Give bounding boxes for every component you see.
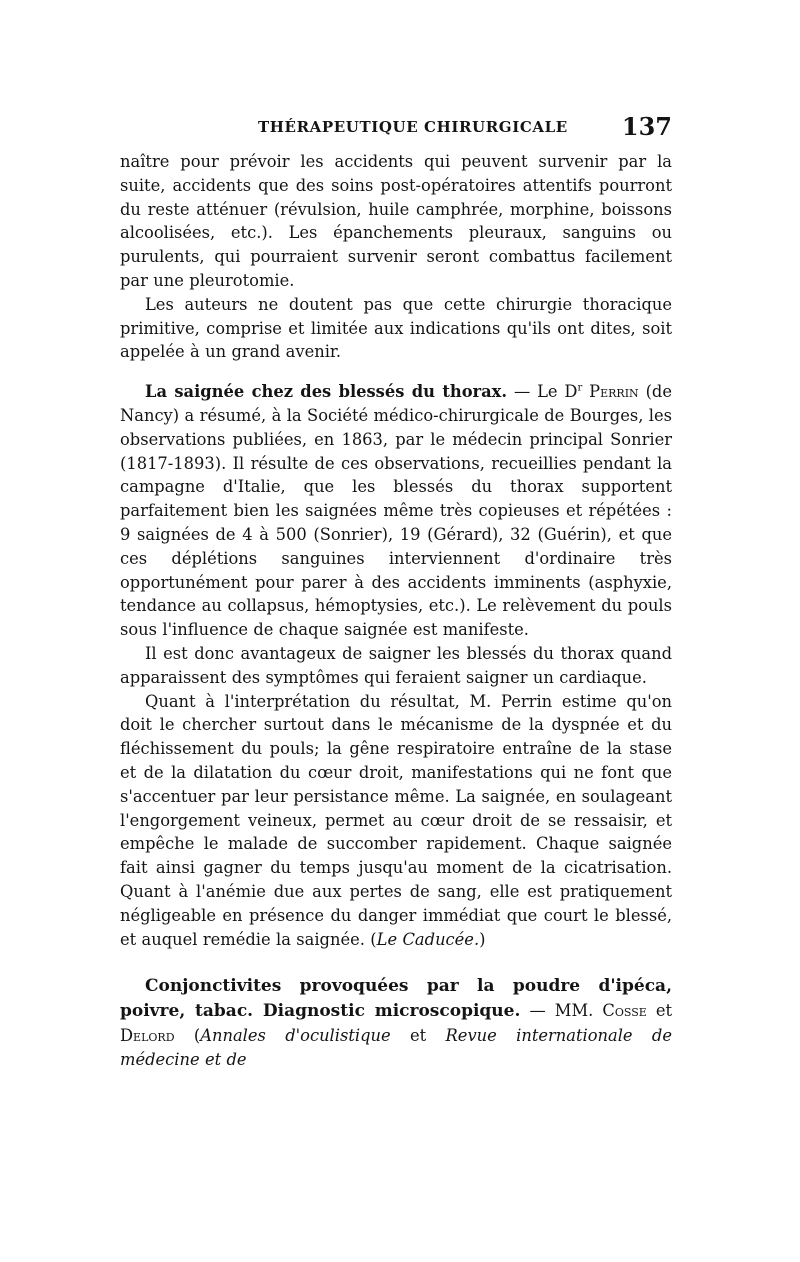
article-dash: — MM. [520,1001,603,1021]
running-head: THÉRAPEUTIQUE CHIRURGICALE [258,118,568,136]
article-bleeding-paragraph-2: Il est donc avantageux de saigner les blessés du thorax quand apparaissent des symptômes qui feraient saigner un cardiaque. [120,643,672,687]
conjunction: et [646,1001,672,1021]
article-title-bleeding: La saignée chez des blessés du thorax. [145,382,508,402]
journal-annales: Annales d'oculistique [200,1025,391,1045]
conjunction: et [390,1025,446,1045]
open-paren: ( [174,1025,201,1045]
article-bleeding-paragraph-1 [120,380,672,642]
article-dash: — Le D [507,382,578,402]
paragraph-conclusion: Les auteurs ne doutent pas que cette chirurgie thoracique primitive, comprise et limitée aux indications qu'ils ont dites, soit appelée à un grand avenir. [120,294,672,362]
article-title-conjunctivitis: Conjonctivites provoquées par la poudre d'ipéca, poivre, tabac. Diagnostic microscopique. [120,976,672,1022]
page-number: 137 [621,112,672,141]
article-text: Quant à l'interprétation du résultat, M. Perrin estime qu'on doit le chercher surtout dans le mécanisme de la dyspnée et du fléchissement du pouls; la gêne respiratoire entraîne de la stase et de la dilatation du cœur droit, manifestations qui ne font que s'accentuer par leur persistance même. La saignée, en soulageant l'engorgement veineux, permet au cœur droit de se ressaisir, et empêche le malade de succomber rapidement. Chaque saignée fait ainsi gagner du temps jusqu'au moment de la cicatrisation. Quant à l'anémie due aux pertes de sang, elle est pratiquement négligeable en présence du danger immédiat que court le blessé, et auquel remédie la saignée. ( [120,691,672,949]
author-perrin: Perrin [589,382,639,402]
author-delord: Delord [120,1025,175,1045]
page-body [120,150,672,1071]
close-paren: ) [479,929,486,949]
journal-revue: Revue internationale de médecine et de [120,1025,672,1069]
article-conjunctivitis-paragraph [120,974,672,1071]
article-text: (de Nancy) a résumé, à la Société médico-chirurgicale de Bourges, les observations publiées, en 1863, par le médecin principal Sonrier (1817-1893). Il résulte de ces observations, recueillies pendant la campagne d'Italie, que les blessés du thorax supportent parfaitement bien les saignées même très copieuses et répétées : 9 saignées de 4 à 500 (Sonrier), 19 (Gérard), 32 (Guérin), et que ces déplétions sanguines interviennent d'ordinaire très opportunément pour parer à des accidents imminents (asphyxie, tendance au collapsus, hémoptysies, etc.). Le relèvement du pouls sous l'influence de chaque saignée est manifeste. [120,382,672,640]
article-bleeding-paragraph-3 [120,690,672,952]
page-header [120,112,672,142]
source-citation: Le Caducée. [376,929,480,949]
paragraph-continuation: naître pour prévoir les accidents qui peuvent survenir par la suite, accidents que des soins post-opératoires attentifs pourront du reste atténuer (révulsion, huile camphrée, morphine, boissons alcoolisées, etc.). Les épanchements pleuraux, sanguins ou purulents, qui pourraient survenir seront combattus facilement par une pleurotomie. [120,152,672,290]
author-cosse: Cosse [602,1001,647,1021]
doctor-superscript: r [577,382,583,394]
